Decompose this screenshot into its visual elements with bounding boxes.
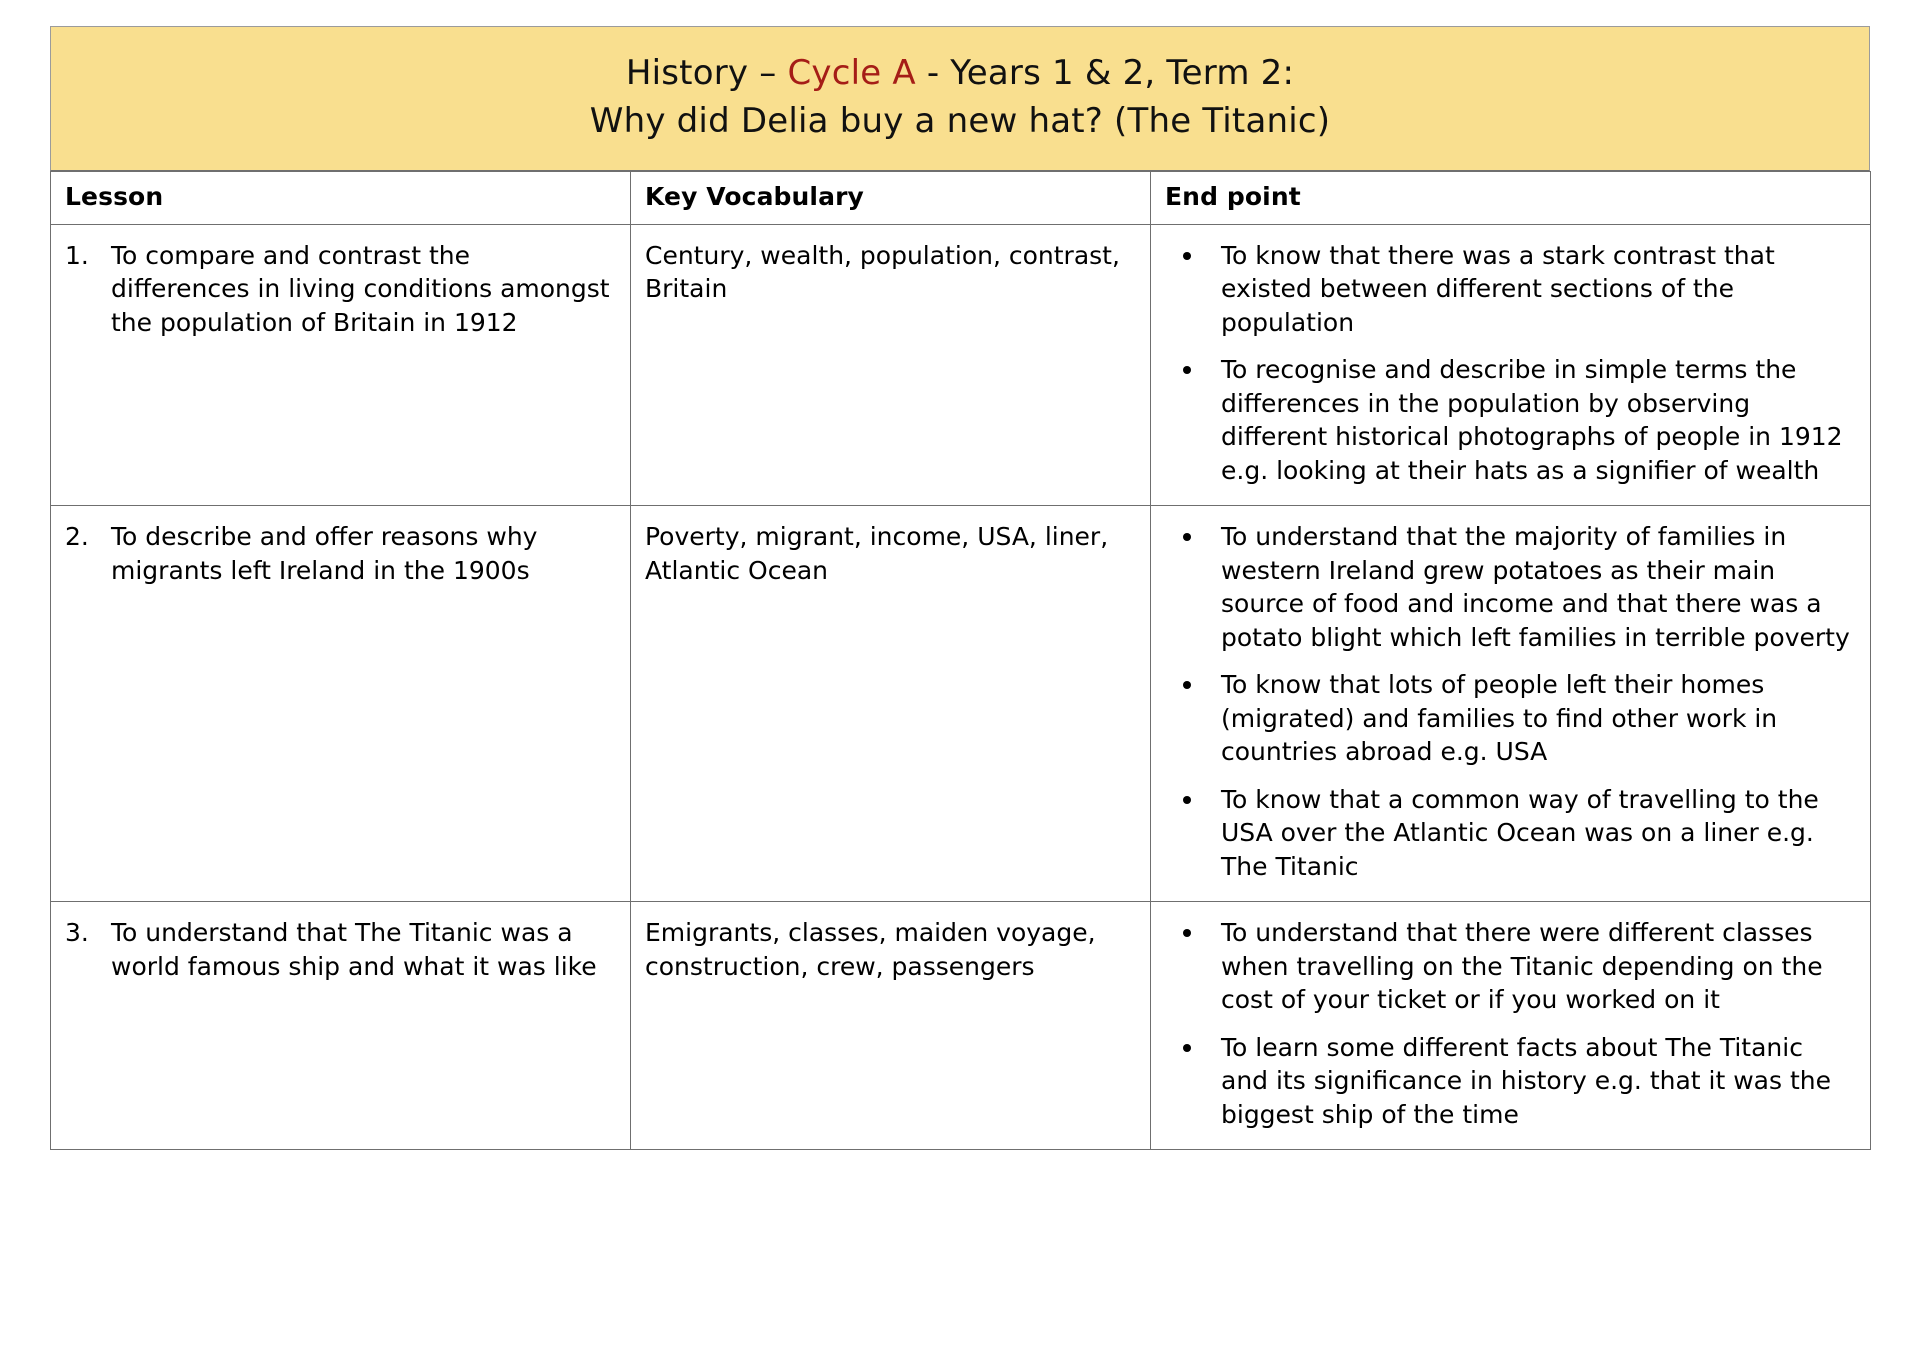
curriculum-table xyxy=(50,171,1871,1151)
lesson-cell xyxy=(51,224,631,506)
bullet-icon xyxy=(1183,796,1191,804)
vocabulary-cell xyxy=(631,224,1151,506)
list-item xyxy=(1165,239,1854,340)
list-item xyxy=(1165,520,1854,654)
endpoint-text: To know that lots of people left their homes (migrated) and families to find other work in countries abroad e.g. USA xyxy=(1221,670,1778,767)
list-item xyxy=(1165,353,1854,487)
vocabulary-list: Emigrants, classes, maiden voyage, construction, crew, passengers xyxy=(645,918,1096,981)
table-header-row xyxy=(51,171,1871,224)
lesson-cell xyxy=(51,506,631,902)
list-item xyxy=(1165,668,1854,769)
bullet-icon xyxy=(1183,366,1191,374)
list-item xyxy=(1165,916,1854,1017)
endpoint-list xyxy=(1165,239,1854,488)
bullet-icon xyxy=(1183,681,1191,689)
endpoint-cell xyxy=(1151,224,1871,506)
bullet-icon xyxy=(1183,929,1191,937)
endpoint-text: To understand that the majority of families in western Ireland grew potatoes as their main source of food and income and that there was a potato blight which left families in terrible poverty xyxy=(1221,522,1850,652)
column-header-endpoint: End point xyxy=(1151,171,1871,224)
title-line-1 xyxy=(69,49,1851,97)
lesson-cell xyxy=(51,902,631,1150)
lesson-objective: To describe and offer reasons why migrants left Ireland in the 1900s xyxy=(111,522,538,585)
endpoint-text: To understand that there were different classes when travelling on the Titanic depending on the cost of your ticket or if you worked on it xyxy=(1221,918,1823,1015)
title-years-term: - Years 1 & 2, Term 2: xyxy=(915,53,1295,93)
endpoint-list xyxy=(1165,916,1854,1131)
bullet-icon xyxy=(1183,1044,1191,1052)
title-subject: History – xyxy=(625,53,788,93)
endpoint-text: To know that a common way of travelling to the USA over the Atlantic Ocean was on a liner e.g. The Titanic xyxy=(1221,784,1819,881)
endpoint-cell xyxy=(1151,506,1871,902)
endpoint-cell xyxy=(1151,902,1871,1150)
lesson-objective: To compare and contrast the differences in living conditions amongst the population of Britain in 1912 xyxy=(111,240,610,337)
vocabulary-list: Century, wealth, population, contrast, Britain xyxy=(645,240,1120,304)
table-body xyxy=(51,224,1871,1150)
title-banner xyxy=(50,26,1870,171)
vocabulary-cell xyxy=(631,506,1151,902)
list-item xyxy=(1165,783,1854,884)
lesson-number: 2. xyxy=(65,522,89,552)
column-header-vocabulary: Key Vocabulary xyxy=(631,171,1151,224)
table-row xyxy=(51,224,1871,506)
endpoint-list xyxy=(1165,520,1854,883)
bullet-icon xyxy=(1183,252,1191,260)
lesson-number: 3. xyxy=(65,918,89,948)
lesson-item xyxy=(65,916,614,983)
bullet-icon xyxy=(1183,533,1191,541)
lesson-item xyxy=(65,239,614,340)
list-item xyxy=(1165,1031,1854,1132)
endpoint-text: To learn some different facts about The Titanic and its significance in history e.g. that it was the biggest ship of the time xyxy=(1221,1032,1831,1129)
vocabulary-list: Poverty, migrant, income, USA, liner, Atlantic Ocean xyxy=(645,522,1109,585)
endpoint-text: To recognise and describe in simple terms the differences in the population by observing different historical photographs of people in 1912 e.g. looking at their hats as a signifier of wealth xyxy=(1221,355,1843,485)
vocabulary-cell xyxy=(631,902,1151,1150)
table-row xyxy=(51,902,1871,1150)
lesson-item xyxy=(65,520,614,587)
lesson-number: 1. xyxy=(65,240,89,270)
title-cycle: Cycle A xyxy=(787,53,916,93)
lesson-objective: To understand that The Titanic was a world famous ship and what it was like xyxy=(111,918,597,981)
column-header-lesson: Lesson xyxy=(51,171,631,224)
table-row xyxy=(51,506,1871,902)
endpoint-text: To know that there was a stark contrast that existed between different sections of the population xyxy=(1221,240,1775,337)
title-line-2: Why did Delia buy a new hat? (The Titanic) xyxy=(589,101,1331,142)
